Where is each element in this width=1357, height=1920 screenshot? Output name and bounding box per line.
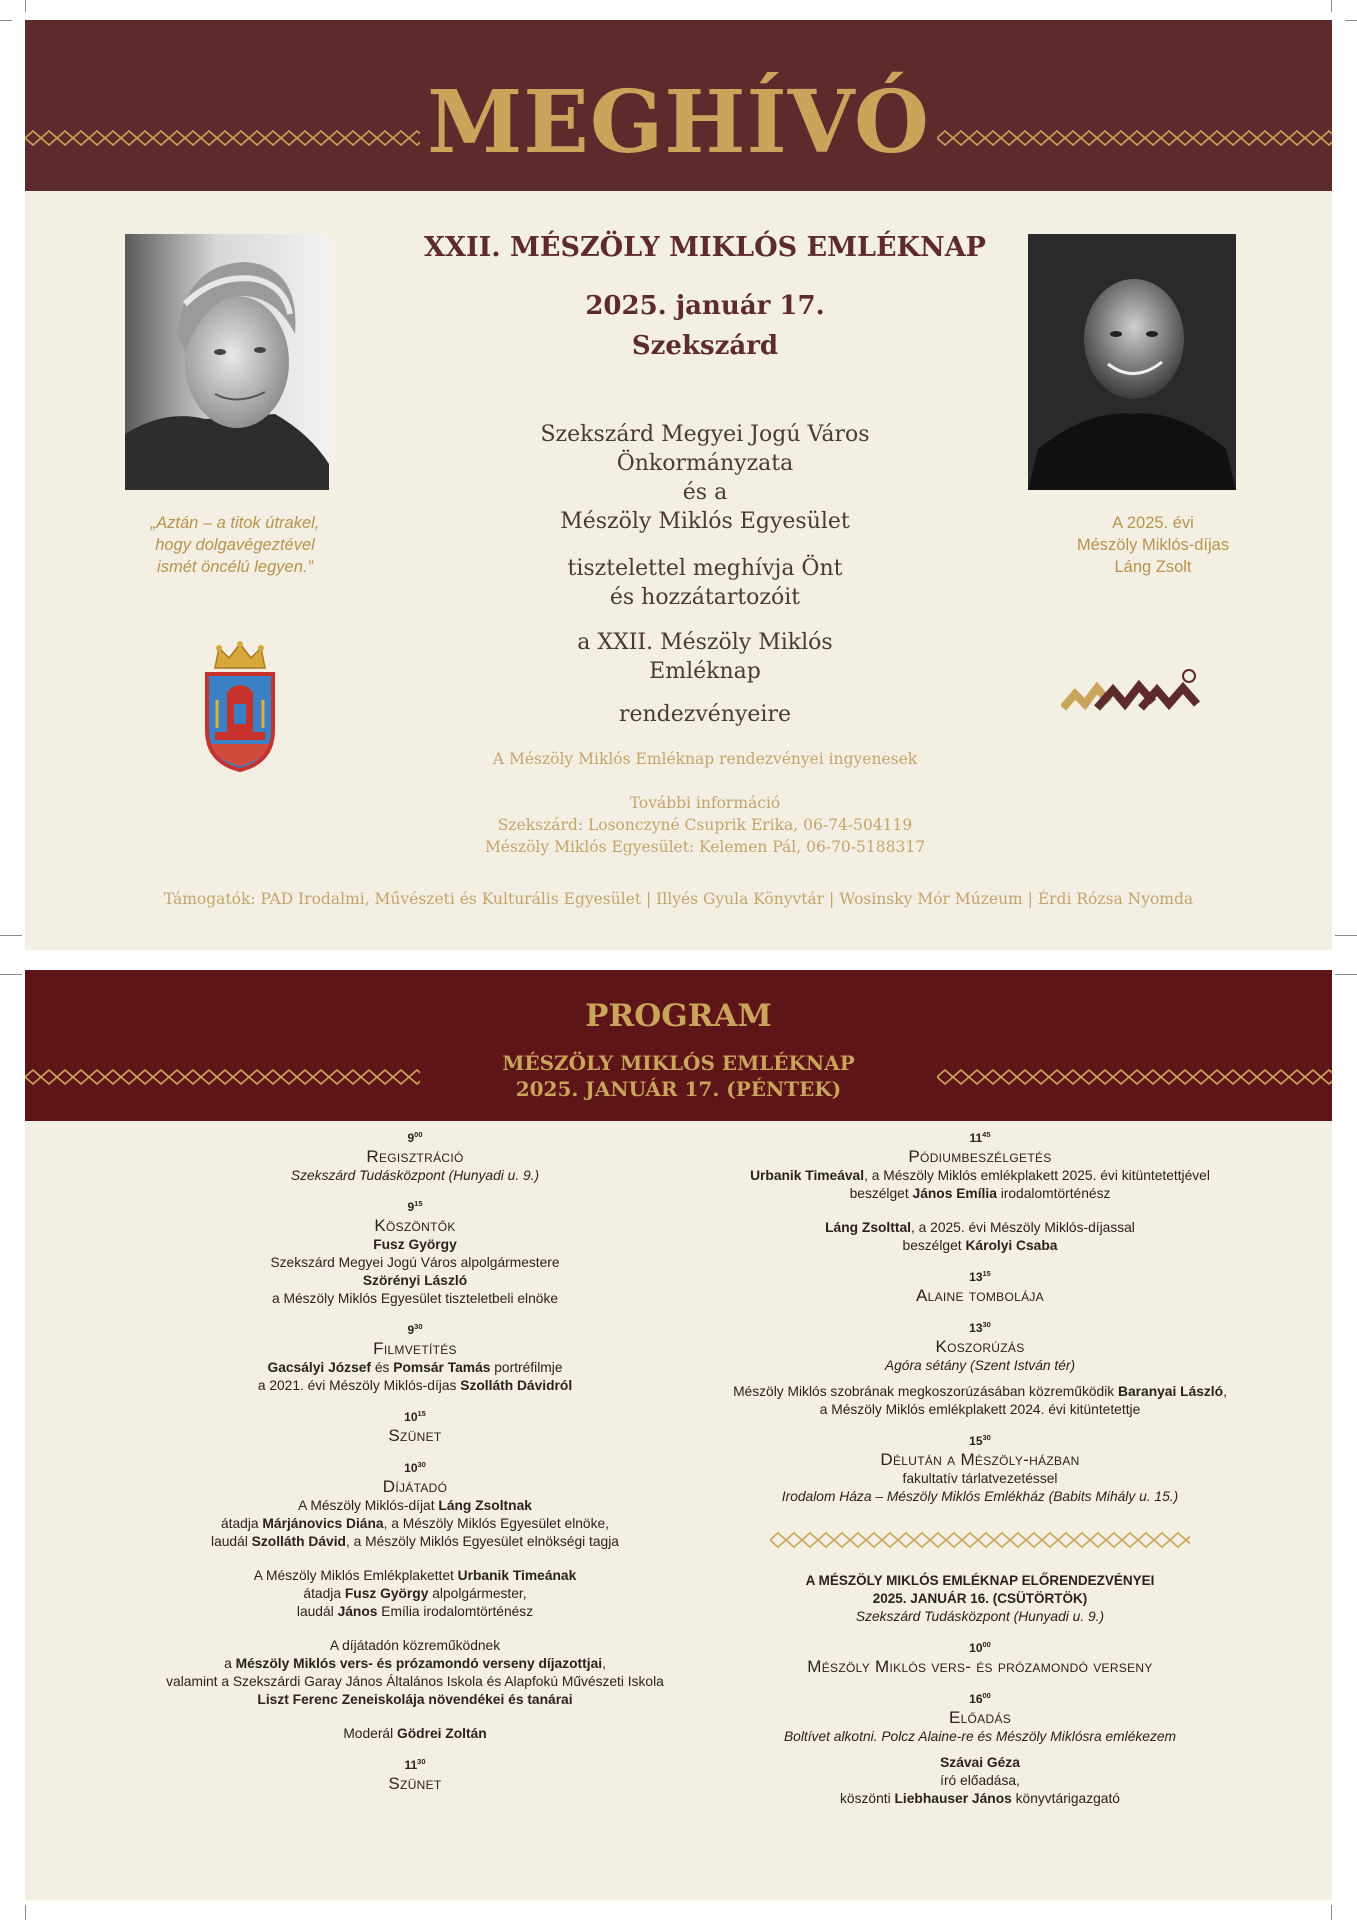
pre-events-header [675, 1572, 1285, 1626]
item-line: átadja Fusz György alpolgármester, [303, 1586, 527, 1601]
item-title: Pódiumbeszélgetés [908, 1147, 1052, 1166]
time: $10^{00}$ [969, 1640, 991, 1655]
event-date [355, 286, 1055, 366]
pre-events-title: A MÉSZÖLY MIKLÓS EMLÉKNAP ELŐRENDEZVÉNYEI [805, 1573, 1155, 1588]
pre-events-date: 2025. JANUÁR 16. (CSÜTÖRTÖK) [872, 1591, 1088, 1606]
item-title: Előadás [948, 1708, 1012, 1727]
free-note: A Mészöly Miklós Emléknap rendezvényei ingyenesek [492, 750, 918, 768]
item-title: Filmvetítés [373, 1339, 457, 1358]
item-line: valamint a Szekszárdi Garay János Általános Iskola és Alapfokú Művészeti Iskola [166, 1674, 664, 1689]
crop-mark [0, 20, 12, 21]
host-line: és a [682, 480, 728, 505]
host-line: Mészöly Miklós Egyesület [560, 509, 850, 534]
time: $13^{15}$ [969, 1269, 991, 1284]
sponsors: Támogatók: PAD Irodalmi, Művészeti és Kulturális Egyesület | Illyés Gyula Könyvtár | Wosinsky Mór Múzeum | Érdi Rózsa Nyomda [163, 890, 1194, 908]
event-name-line: a XXII. Mészöly Miklós [577, 630, 833, 655]
item-title: Koszorúzás [935, 1337, 1025, 1356]
crop-mark [25, 1905, 26, 1920]
program-item-raffle [675, 1269, 1285, 1306]
coat-of-arms-icon [185, 640, 295, 772]
info-title: További információ [629, 794, 781, 812]
speaker-name: Szávai Géza [940, 1755, 1020, 1770]
program-item-podium [675, 1130, 1285, 1255]
ornament-divider [770, 1532, 1190, 1548]
award-line: A 2025. évi [1112, 514, 1194, 532]
item-title: Szünet [388, 1774, 442, 1793]
pre-events-place: Szekszárd Tudásközpont (Hunyadi u. 9.) [855, 1609, 1105, 1624]
item-line: Gacsályi József és Pomsár Tamás portréfilmje [267, 1360, 563, 1375]
speaker-name: Fusz György [373, 1237, 457, 1252]
crop-mark [1335, 974, 1357, 975]
info-block [325, 792, 1085, 858]
time: $16^{00}$ [969, 1691, 991, 1706]
item-line: A díjátadón közreműködnek [329, 1638, 501, 1653]
info-line: Szekszárd: Losonczyné Csuprik Erika, 06-74-504119 [497, 816, 913, 834]
item-line: köszönti Liebhauser János könyvtárigazgató [840, 1791, 1120, 1806]
item-line: beszélget Károlyi Csaba [902, 1238, 1058, 1253]
program-right-column [675, 1130, 1285, 1822]
time: $10^{15}$ [404, 1409, 426, 1424]
events-word: rendezvényeire [618, 702, 792, 727]
item-place: Agóra sétány (Szent István tér) [884, 1358, 1076, 1373]
program-item-registration [85, 1130, 745, 1185]
invitation-text [405, 554, 1005, 612]
invitation-card [25, 20, 1332, 950]
program-item-wreath [675, 1320, 1285, 1419]
program-header-band [25, 970, 1332, 1121]
crop-mark [25, 0, 26, 12]
event-city: Szekszárd [631, 331, 779, 361]
portrait-meszoly-photo [125, 234, 329, 490]
item-title: Alaine tombolája [915, 1286, 1044, 1305]
event-date-text: 2025. január 17. [585, 291, 825, 321]
item-line: A Mészöly Miklós-díjat Láng Zsoltnak [298, 1498, 532, 1513]
speaker-name: Szörényi László [362, 1273, 468, 1288]
association-logo-icon [1061, 668, 1211, 716]
item-line: Liszt Ferenc Zeneiskolája növendékei és tanárai [257, 1692, 573, 1707]
program-left-column [85, 1130, 745, 1808]
program-card [25, 970, 1332, 1900]
program-item-greetings [85, 1199, 745, 1308]
award-line: Mészöly Miklós-díjas [1076, 536, 1230, 554]
item-line: Láng Zsolttal, a 2025. évi Mészöly Miklós-díjassal [825, 1220, 1135, 1235]
quote-line: hogy dolgavégeztével [155, 536, 315, 554]
speaker-role: a Mészöly Miklós Egyesület tiszteletbeli elnöke [271, 1291, 559, 1306]
item-line: laudál Szolláth Dávid, a Mészöly Miklós Egyesület elnökségi tagja [211, 1534, 619, 1549]
item-line: a Mészöly Miklós emlékplakett 2024. évi kitüntetettje [819, 1402, 1141, 1417]
item-place: Irodalom Háza – Mészöly Miklós Emlékház (Babits Mihály u. 15.) [781, 1489, 1179, 1504]
host-line: Önkormányzata [616, 451, 794, 476]
crop-mark [1345, 20, 1357, 21]
program-item-competition [675, 1640, 1285, 1677]
ornament-right [937, 130, 1332, 146]
item-line: a 2021. évi Mészöly Miklós-díjas Szolláth Dávidról [257, 1378, 573, 1393]
award-line: Láng Zsolt [1114, 558, 1192, 576]
portrait-lang-zsolt-photo [1028, 234, 1236, 490]
item-title: Regisztráció [366, 1147, 464, 1166]
award-caption [1033, 512, 1273, 578]
time: $15^{30}$ [969, 1433, 991, 1448]
item-title: Köszöntők [374, 1216, 456, 1235]
program-item-break [85, 1409, 745, 1446]
time: $11^{30}$ [404, 1757, 426, 1772]
time: $9^{15}$ [407, 1199, 423, 1214]
program-title: PROGRAM [585, 998, 772, 1034]
item-title: Mészöly Miklós vers- és prózamondó verseny [807, 1657, 1153, 1676]
item-line: átadja Márjánovics Diána, a Mészöly Miklós Egyesület elnöke, [220, 1516, 610, 1531]
invitation-line: tisztelettel meghívja Önt [567, 556, 843, 581]
quote [125, 512, 345, 578]
item-line: fakultatív tárlatvezetéssel [902, 1471, 1058, 1486]
event-name-line: Emléknap [649, 659, 761, 684]
invitation-line: és hozzátartozóit [609, 585, 801, 610]
crop-mark [0, 974, 22, 975]
program-item-house [675, 1433, 1285, 1506]
item-title: Díjátadó [382, 1477, 448, 1496]
invitation-title: MEGHÍVÓ [427, 72, 930, 173]
time: $10^{30}$ [404, 1460, 426, 1475]
program-subtitle-line: 2025. JANUÁR 17. (PÉNTEK) [515, 1077, 842, 1101]
program-subtitle-line: MÉSZÖLY MIKLÓS EMLÉKNAP [502, 1051, 855, 1075]
item-line: Moderál Gödrei Zoltán [343, 1726, 487, 1741]
hosts [405, 420, 1005, 536]
item-line: Mészöly Miklós szobrának megkoszorúzásában közreműködik Baranyai László, [733, 1384, 1227, 1399]
quote-line: „Aztán – a titok útrakel, [150, 514, 320, 532]
item-title: Szünet [388, 1426, 442, 1445]
item-title: Délután a Mészöly-házban [880, 1450, 1080, 1469]
time: $9^{30}$ [407, 1322, 423, 1337]
crop-mark [1331, 0, 1332, 12]
program-item-break [85, 1757, 745, 1794]
crop-mark [1331, 1905, 1332, 1920]
quote-line: ismét öncélú legyen.” [157, 558, 313, 576]
item-line: Urbanik Timeával, a Mészöly Miklós emlékplakett 2025. évi kitüntetettjével [750, 1168, 1210, 1183]
event-title: XXII. MÉSZÖLY MIKLÓS EMLÉKNAP [424, 232, 986, 263]
header-band [25, 20, 1332, 191]
program-item-award [85, 1460, 745, 1743]
item-line: a Mészöly Miklós vers- és prózamondó verseny díjazottjai, [224, 1656, 606, 1671]
host-line: Szekszárd Megyei Jogú Város [540, 422, 870, 447]
ornament-right [937, 1069, 1332, 1085]
item-subtitle: Boltívet alkotni. Polcz Alaine-re és Mészöly Miklósra emlékezem [783, 1729, 1177, 1744]
time: $11^{45}$ [969, 1130, 991, 1145]
program-item-lecture [675, 1691, 1285, 1808]
item-line: laudál János Emília irodalomtörténész [296, 1604, 534, 1619]
time: $9^{00}$ [407, 1130, 423, 1145]
item-line: A Mészöly Miklós Emlékplakettet Urbanik Timeának [253, 1568, 577, 1583]
speaker-role: Szekszárd Megyei Jogú Város alpolgármestere [270, 1255, 560, 1270]
program-item-film [85, 1322, 745, 1395]
crop-mark [0, 935, 22, 936]
item-line: beszélget János Emília irodalomtörténész [849, 1186, 1111, 1201]
item-place: Szekszárd Tudásközpont (Hunyadi u. 9.) [290, 1168, 540, 1183]
crop-mark [1335, 935, 1357, 936]
info-line: Mészöly Miklós Egyesület: Kelemen Pál, 06-70-5188317 [484, 838, 926, 856]
item-line: író előadása, [940, 1773, 1020, 1788]
event-name [405, 628, 1005, 686]
time: $13^{30}$ [969, 1320, 991, 1335]
